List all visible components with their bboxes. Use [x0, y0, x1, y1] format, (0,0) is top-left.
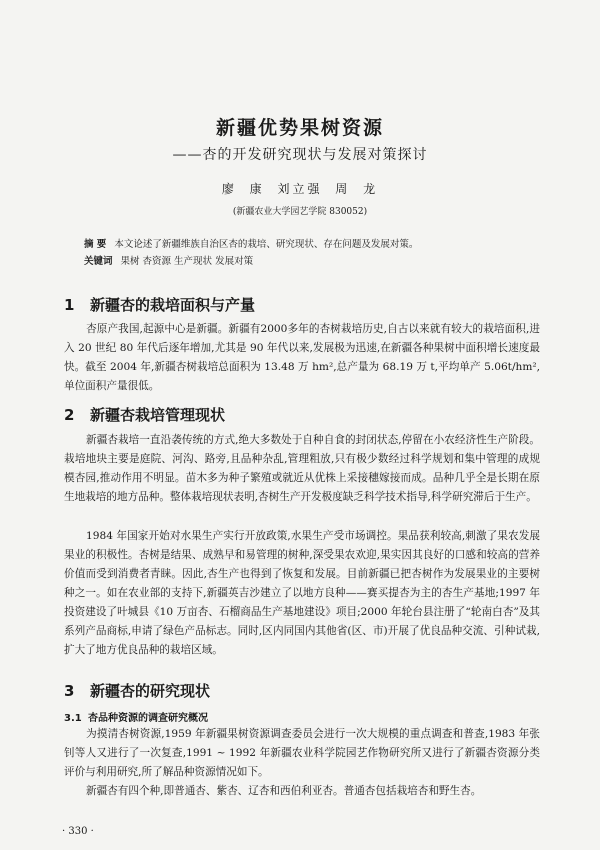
- page-number: · 330 ·: [62, 826, 94, 837]
- paragraph-text: 为摸清杏树资源,1959 年新疆果树资源调查委员会进行一次大规模的重点调查和普查,1983 年张钊等人又进行了一次复查,1991 ~ 1992 年新疆农业科学院园艺作物研究所又进行了新疆杏资源分类评价与利用研究,所了解品种资源情况如下。: [64, 728, 540, 778]
- section-number: 3: [64, 682, 75, 700]
- abstract-text: 本文论述了新疆维族自治区杏的栽培、研究现状、存在问题及发展对策。: [114, 239, 419, 250]
- paragraph-4: [64, 725, 540, 782]
- keywords-label: 关键词: [84, 256, 113, 267]
- paragraph-2: [64, 431, 540, 507]
- paper-title: 新疆优势果树资源: [215, 117, 384, 139]
- affiliation: (新疆农业大学园艺学院 830052): [232, 207, 368, 217]
- section-number: 2: [64, 406, 75, 424]
- abstract-label: 摘 要: [84, 239, 107, 250]
- section-heading-1: [64, 294, 255, 315]
- keywords-text: 果树 杏资源 生产现状 发展对策: [120, 256, 254, 267]
- paragraph-text: 杏原产我国,起源中心是新疆。新疆有2000多年的杏树栽培历史,自古以来就有较大的栽培面积,进入 20 世纪 80 年代后逐年增加,尤其是 90 年代以来,发展极为迅速,在新疆各种果树中面积增长速度最快。截至 2004 年,新疆杏树栽培总面积为 13.48 万 hm²,总产量为 68.19 万 t,平均单产 5.06t/hm²,单位面积产量很低。: [64, 323, 540, 392]
- section-title: 新疆杏的栽培面积与产量: [90, 296, 256, 314]
- subsection-number: 3.1: [64, 713, 82, 724]
- section-heading-3: [64, 680, 210, 701]
- keywords: [84, 253, 534, 267]
- section-title: 新疆杏栽培管理现状: [90, 406, 226, 424]
- section-title: 新疆杏的研究现状: [90, 682, 211, 700]
- paragraph-1: [64, 320, 540, 396]
- subsection-heading-3-1: [64, 709, 208, 724]
- section-heading-2: [64, 404, 225, 425]
- paragraph-5: [64, 782, 540, 801]
- paragraph-3: [64, 527, 540, 660]
- section-number: 1: [64, 296, 75, 314]
- paragraph-text: 1984 年国家开始对水果生产实行开放政策,水果生产受市场调控。果品获利较高,刺激了果农发展果业的积极性。杏树是结果、成熟早和易管理的树种,深受果农欢迎,果实因其良好的口感和较高的营养价值而受到消费者青睐。因此,杏生产也得到了恢复和发展。目前新疆已把杏树作为发展果业的主要树种之一。如在农业部的支持下,新疆英吉沙建立了以地方良种——赛买提杏为主的杏生产基地;1997 年投资建设了叶城县《10 万亩杏、石榴商品生产基地建设》项目;2000 年轮台县注册了“轮南白杏”及其系列产品商标,申请了绿色产品标志。同时,区内同国内其他省(区、市)开展了优良品种交流、引种试栽,扩大了地方优良品种的栽培区域。: [64, 530, 540, 656]
- paper-subtitle: ——杏的开发研究现状与发展对策探讨: [172, 147, 428, 163]
- paragraph-text: 新疆杏有四个种,即普通杏、紫杏、辽杏和西伯利亚杏。普通杏包括栽培杏和野生杏。: [86, 785, 482, 797]
- subsection-title: 杏品种资源的调查研究概况: [88, 713, 208, 724]
- authors: 廖 康 刘立强 周 龙: [221, 182, 379, 196]
- paragraph-text: 新疆杏栽培一直沿袭传统的方式,绝大多数处于自种自食的封闭状态,停留在小农经济性生产阶段。栽培地块主要是庭院、河沟、路旁,且品种杂乱,管理粗放,只有极少数经过科学规划和集中管理的成规模杏园,推动作用不明显。苗木多为种子繁殖或就近从优株上采接穗嫁接而成。品种几乎全是长期在原生地栽培的地方品种。整体栽培现状表明,杏树生产开发极度缺乏科学技术指导,科学研究滞后于生产。: [64, 434, 540, 503]
- abstract: [84, 236, 534, 250]
